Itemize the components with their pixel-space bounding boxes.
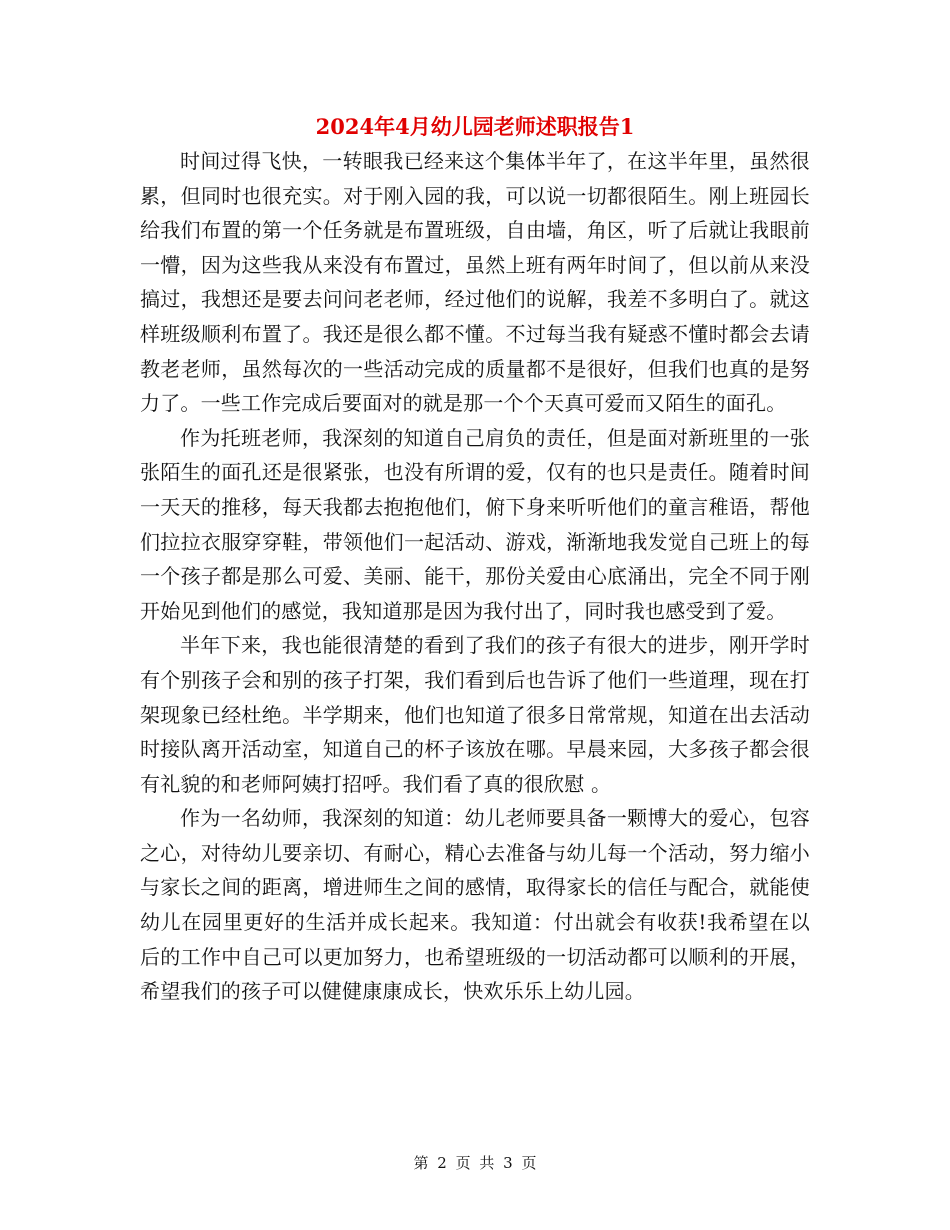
document-title: 2024年4月幼儿园老师述职报告1: [315, 114, 635, 139]
paragraph-2: 作为托班老师，我深刻的知道自己肩负的责任，但是面对新班里的一张张陌生的面孔还是很紧张，也没有所谓的爱，仅有的也只是责任。随着时间一天天的推移，每天我都去抱抱他们，俯下身来听听他们的童言稚语，帮他们拉拉衣服穿穿鞋，带领他们一起活动、游戏，渐渐地我发觉自己班上的每一个孩子都是那么可爱、美丽、能干，那份关爱由心底涌出，完全不同于刚开始见到他们的感觉，我知道那是因为我付出了，同时我也感受到了爱。: [140, 425, 810, 623]
paragraph-1: 时间过得飞快，一转眼我已经来这个集体半年了，在这半年里，虽然很累，但同时也很充实。对于刚入园的我，可以说一切都很陌生。刚上班园长给我们布置的第一个任务就是布置班级，自由墙，角区，听了后就让我眼前一懵，因为这些我从来没有布置过，虽然上班有两年时间了，但以前从来没搞过，我想还是要去问问老老师，经过他们的说解，我差不多明白了。就这样班级顺利布置了。我还是很么都不懂。不过每当我有疑惑不懂时都会去请教老老师，虽然每次的一些活动完成的质量都不是很好，但我们也真的是努力了。一些工作完成后要面对的就是那一个个天真可爱而又陌生的面孔。: [140, 149, 810, 416]
paragraph-4: 作为一名幼师，我深刻的知道：幼儿老师要具备一颗博大的爱心，包容之心，对待幼儿要亲切、有耐心，精心去准备与幼儿每一个活动，努力缩小与家长之间的距离，增进师生之间的感情，取得家长的信任与配合，就能使幼儿在园里更好的生活并成长起来。我知道：付出就会有收获!我希望在以后的工作中自己可以更加努力，也希望班级的一切活动都可以顺利的开展，希望我们的孩子可以健健康康成长，快欢乐乐上幼儿园。: [140, 806, 810, 1004]
document-body: [140, 144, 810, 1009]
paragraph-3: 半年下来，我也能很清楚的看到了我们的孩子有很大的进步，刚开学时有个别孩子会和别的孩子打架，我们看到后也告诉了他们一些道理，现在打架现象已经杜绝。半学期来，他们也知道了很多日常常规，知道在出去活动时接队离开活动室，知道自己的杯子该放在哪。早晨来园，大多孩子都会很有礼貌的和老师阿姨打招呼。我们看了真的很欣慰 。: [140, 633, 810, 796]
page-footer: 第 2 页 共 3 页: [413, 1154, 537, 1172]
